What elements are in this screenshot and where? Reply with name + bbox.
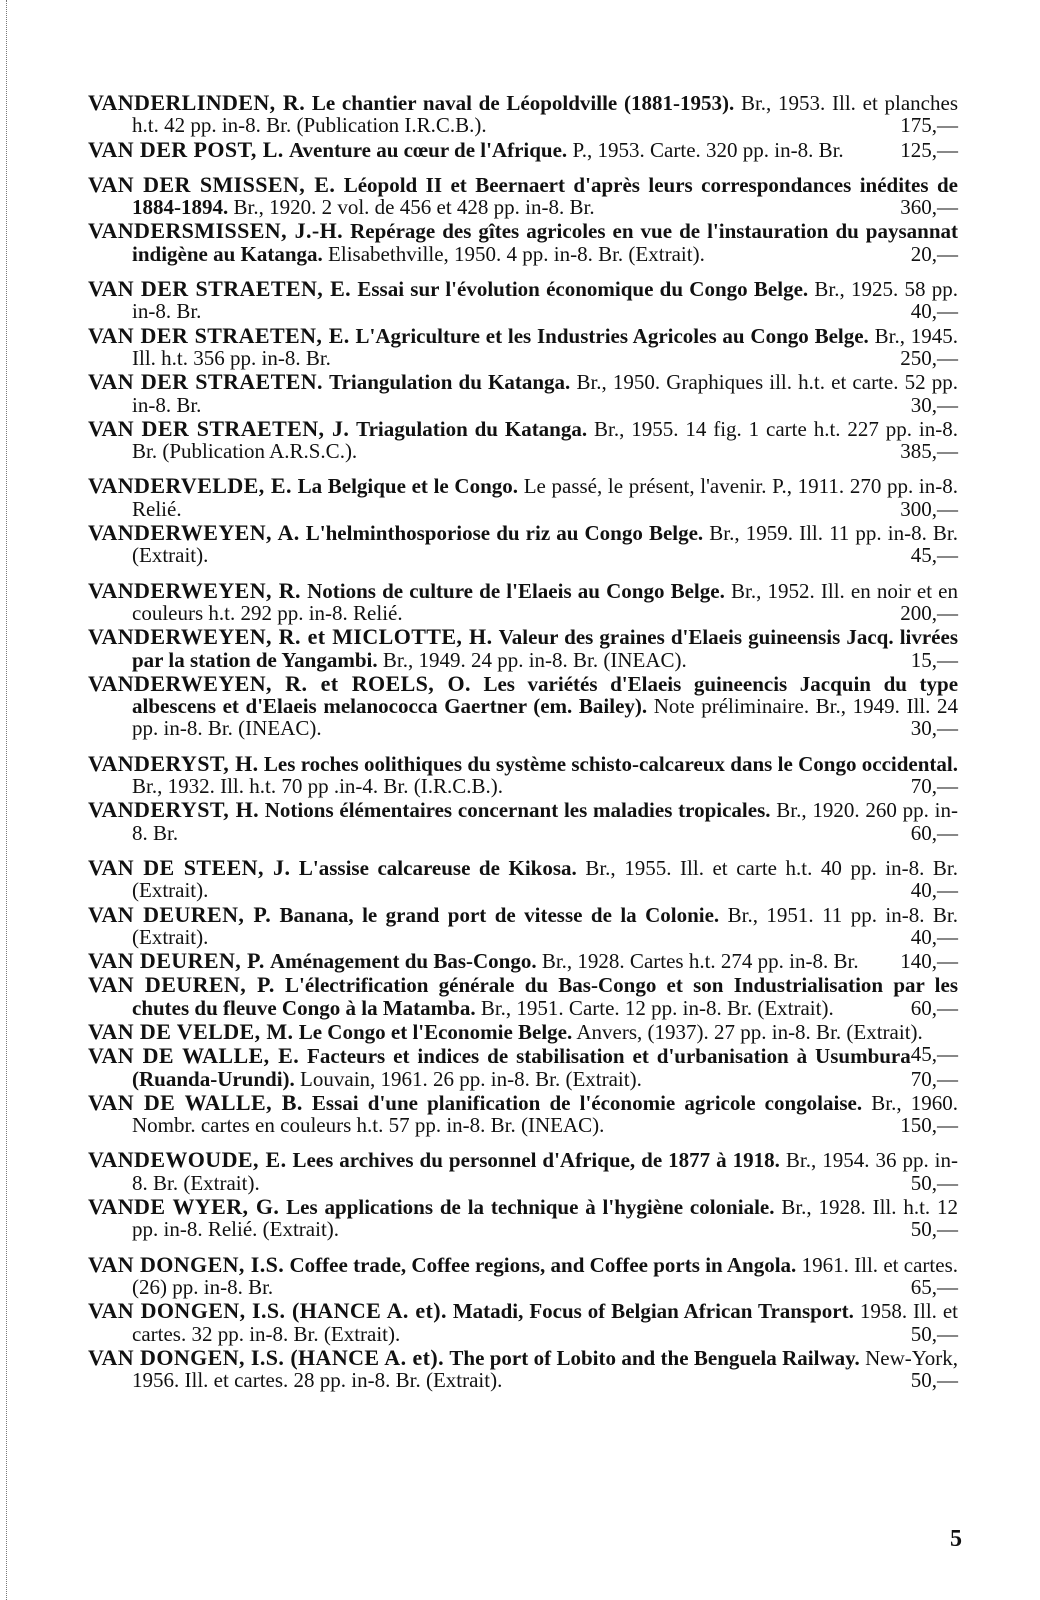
entry-title: Les roches oolithiques du système schisto-calcareux dans le Congo occidental. (263, 751, 959, 776)
entry-author: VANDE WYER, G. (88, 1194, 280, 1220)
catalog-entry (88, 626, 958, 671)
entry-title: Matadi, Focus of Belgian African Transport. (452, 1299, 854, 1324)
entry-details: Br., 1954. 36 pp. in-8. Br. (Extrait). (132, 1148, 959, 1195)
entry-author: VANDERWEYEN, R. et MICLOTTE, H. (88, 624, 493, 650)
entry-details: P., 1953. Carte. 320 pp. in-8. Br. (572, 137, 844, 162)
entry-price: 50,— (910, 1321, 958, 1346)
entry-price: 65,— (910, 1274, 958, 1299)
entry-details: Elisabethville, 1950. 4 pp. in-8. Br. (Extrait). (328, 241, 705, 266)
entry-details: Br., 1955. Ill. et carte h.t. 40 pp. in-8. Br. (Extrait). (132, 855, 959, 903)
entry-details: 1958. Ill. et cartes. 32 pp. in-8. Br. (Extrait). (132, 1299, 958, 1346)
entry-price: 385,— (900, 439, 958, 464)
entry-details: Br., 1959. Ill. 11 pp. in-8. Br. (Extrait). (132, 521, 959, 568)
entry-author: VANDERWEYEN, R. et ROELS, O. (88, 670, 471, 696)
entry-details: Br., 1932. Ill. h.t. 70 pp .in-4. Br. (I.R.C.B.). (132, 774, 504, 799)
catalog-entry (88, 974, 958, 1019)
catalog-entry (88, 750, 959, 799)
entry-author: VAN DE WALLE, B. (88, 1089, 303, 1115)
entry-author: VAN DER STRAETEN, J. (88, 415, 350, 441)
catalog-entry (88, 1300, 958, 1345)
entry-details: 1961. Ill. et cartes. (26) pp. in-8. Br. (132, 1252, 959, 1299)
entry-details: Br., 1960. Nombr. cartes en couleurs h.t. 57 pp. in-8. Br. (INEAC). (132, 1090, 959, 1138)
catalog-entry (88, 577, 959, 625)
entry-title: Triangulation du Katanga. (329, 370, 571, 395)
entry-title: Aménagement du Bas-Congo. (270, 949, 537, 974)
entry-author: VAN DEUREN, P. (88, 901, 272, 927)
entry-title: Triagulation du Katanga. (356, 416, 588, 441)
catalog-entry (88, 1344, 959, 1393)
entry-details: New-York, 1956. Ill. et cartes. 28 pp. in-8. Br. (Extrait). (132, 1345, 959, 1393)
entry-title: Banana, le grand port de vitesse de la Colonie. (279, 902, 720, 927)
entry-title: Notions de culture de l'Elaeis au Congo Belge. (307, 578, 725, 603)
entry-author: VANDERYST, H. (88, 750, 259, 776)
catalog-entry (88, 136, 958, 162)
entry-title: L'assise calcareuse de Kikosa. (298, 855, 577, 880)
entry-price: 175,— (900, 113, 958, 138)
entry-details: Br., 1952. Ill. en noir et en couleurs h.t. 292 pp. in-8. Relié. (132, 578, 959, 625)
entry-price: 250,— (900, 345, 958, 370)
entry-details: Br., 1945. Ill. h.t. 356 pp. in-8. Br. (132, 323, 959, 370)
catalog-entry (88, 670, 959, 741)
entry-author: VANDERWEYEN, R. (88, 577, 301, 603)
entry-title: Valeur des graines d'Elaeis guineensis Jacq. livrées par la station de Yangambi. (132, 625, 958, 672)
entry-details: Note préliminaire. Br., 1949. Ill. 24 pp. in-8. Br. (INEAC). (132, 694, 959, 741)
entry-details: Br., 1949. 24 pp. in-8. Br. (INEAC). (382, 647, 687, 672)
bibliography-list (88, 92, 958, 1393)
entry-price: 200,— (900, 600, 958, 625)
entry-author: VAN DE WALLE, E. (88, 1043, 300, 1069)
entry-price: 150,— (900, 1113, 958, 1138)
catalog-entry (88, 220, 958, 265)
entry-author: VANDERLINDEN, R. (88, 90, 306, 115)
entry-title: Notions élémentaires concernant les maladies tropicales. (264, 798, 771, 823)
entry-price: 125,— (900, 137, 958, 162)
entry-details: Br., 1920. 2 vol. de 456 et 428 pp. in-8. Br. (233, 195, 595, 220)
entry-title: Les applications de la technique à l'hygiène coloniale. (286, 1195, 775, 1220)
entry-details: Br., 1928. Ill. h.t. 12 pp. in-8. Relié. (Extrait). (132, 1195, 959, 1242)
catalog-entry (88, 522, 958, 567)
entry-price: 45,— (910, 1042, 958, 1067)
entry-author: VAN DER POST, L. (88, 136, 284, 162)
entry-price: 360,— (900, 195, 958, 220)
catalog-entry (88, 901, 958, 949)
entry-price: 140,— (900, 949, 958, 974)
entry-details: Anvers, (1937). 27 pp. in-8. Br. (Extrait). (576, 1019, 923, 1044)
catalog-entry (88, 1251, 959, 1299)
entry-price: 50,— (910, 1170, 958, 1195)
catalog-entry (88, 415, 958, 464)
entry-details: Louvain, 1961. 26 pp. in-8. Br. (Extrait). (300, 1066, 642, 1091)
entry-details: Br., 1951. 11 pp. in-8. Br. (Extrait). (132, 902, 958, 949)
entry-author: VAN DEUREN, P. (88, 972, 275, 998)
entry-title: Essai sur l'évolution économique du Congo Belge. (357, 277, 809, 302)
entry-details: Br., 1920. 260 pp. in-8. Br. (132, 798, 958, 845)
entry-author: VAN DER STRAETEN, E. (88, 322, 350, 348)
catalog-entry (88, 475, 958, 520)
entry-title: Coffee trade, Coffee regions, and Coffee ports in Angola. (289, 1252, 797, 1277)
entry-author: VANDERVELDE, E. (88, 473, 292, 499)
entry-author: VAN DONGEN, I.S. (HANCE A. et). (88, 1298, 447, 1324)
entry-price: 45,— (910, 543, 958, 568)
entry-title: Léopold II et Beernaert d'après leurs correspondances inédites de 1884-1894. (132, 172, 958, 220)
entry-price: 300,— (900, 496, 958, 521)
entry-price: 15,— (910, 647, 958, 672)
entry-author: VAN DER STRAETEN, E. (88, 276, 352, 302)
entry-price: 20,— (910, 241, 958, 266)
catalog-entry (88, 322, 959, 370)
catalog-entry (88, 799, 958, 844)
entry-price: 70,— (910, 774, 958, 799)
catalog-entry (88, 92, 958, 137)
entry-price: 40,— (910, 924, 958, 949)
entry-price: 50,— (910, 1217, 958, 1242)
entry-details: Le passé, le présent, l'avenir. P., 1911. 270 pp. in-8. Relié. (132, 474, 958, 521)
catalog-entry (88, 1089, 959, 1138)
entry-author: VAN DER SMISSEN, E. (88, 171, 336, 197)
catalog-entry (88, 371, 958, 416)
entry-details: Br., 1950. Graphiques ill. h.t. et carte. 52 pp. in-8. Br. (132, 370, 958, 417)
catalog-entry (88, 1149, 958, 1194)
catalog-entry (88, 854, 959, 903)
entry-price: 30,— (910, 392, 958, 417)
entry-author: VAN DONGEN, I.S. (88, 1251, 285, 1277)
entry-author: VAN DONGEN, I.S. (HANCE A. et). (88, 1344, 445, 1370)
entry-author: VAN DEUREN, P. (88, 948, 265, 974)
scan-edge-divider (6, 0, 7, 1600)
entry-price: 40,— (910, 878, 958, 903)
entry-details: Br., 1951. Carte. 12 pp. in-8. Br. (Extrait). (480, 995, 834, 1020)
entry-details: Br., 1925. 58 pp. in-8. Br. (132, 277, 959, 324)
entry-title: L'électrification générale du Bas-Congo et son Industrialisation par les chutes du fleuve Congo à la Matamba. (132, 973, 959, 1020)
page-number: 5 (950, 1526, 962, 1552)
entry-details: Br., 1953. Ill. et planches h.t. 42 pp. in-8. Br. (Publication I.R.C.B.). (132, 91, 958, 138)
entry-title: L'helminthosporiose du riz au Congo Belge. (305, 521, 704, 546)
entry-author: VANDERWEYEN, A. (88, 520, 300, 546)
catalog-entry (88, 1196, 958, 1241)
entry-title: La Belgique et le Congo. (297, 474, 519, 499)
catalog-entry (88, 171, 958, 220)
entry-author: VANDERSMISSEN, J.-H. (88, 218, 344, 244)
entry-author: VAN DE STEEN, J. (88, 854, 291, 880)
entry-title: Lees archives du personnel d'Afrique, de 1877 à 1918. (292, 1148, 780, 1173)
entry-author: VAN DER STRAETEN. (88, 369, 323, 395)
entry-title: Essai d'une planification de l'économie agricole congolaise. (311, 1090, 863, 1115)
entry-price: 40,— (910, 299, 958, 324)
entry-title: The port of Lobito and the Benguela Railway. (449, 1345, 860, 1370)
entry-price: 30,— (910, 716, 958, 741)
entry-title: Le chantier naval de Léopoldville (1881-1953). (311, 91, 735, 115)
entry-author: VANDERYST, H. (88, 797, 259, 823)
entry-price: 60,— (910, 820, 958, 845)
entry-details: Br., 1928. Cartes h.t. 274 pp. in-8. Br. (541, 949, 859, 974)
entry-title: L'Agriculture et les Industries Agricoles au Congo Belge. (355, 323, 869, 348)
catalog-entry (88, 950, 958, 972)
catalog-entry (88, 278, 958, 323)
entry-price: 70,— (910, 1066, 958, 1091)
entry-details: Br., 1955. 14 fig. 1 carte h.t. 227 pp. in-8. Br. (Publication A.R.S.C.). (132, 416, 958, 464)
entry-title: Repérage des gîtes agricoles en vue de l'instauration du paysannat indigène au Katanga. (132, 219, 959, 266)
entry-author: VANDEWOUDE, E. (88, 1147, 287, 1173)
catalog-entry (88, 1042, 958, 1091)
entry-title: Le Congo et l'Economie Belge. (298, 1019, 573, 1044)
entry-title: Aventure au cœur de l'Afrique. (288, 137, 568, 162)
entry-price: 60,— (910, 995, 958, 1020)
entry-title: Les variétés d'Elaeis guineencis Jacquin du type albescens et d'Elaeis melanococca Gaertner (em. Bailey). (132, 671, 959, 719)
entry-author: VAN DE VELDE, M. (88, 1018, 294, 1044)
entry-title: Facteurs et indices de stabilisation et d'urbanisation à Usumbura (Ruanda-Urundi). (132, 1044, 911, 1091)
entry-price: 50,— (910, 1368, 958, 1393)
